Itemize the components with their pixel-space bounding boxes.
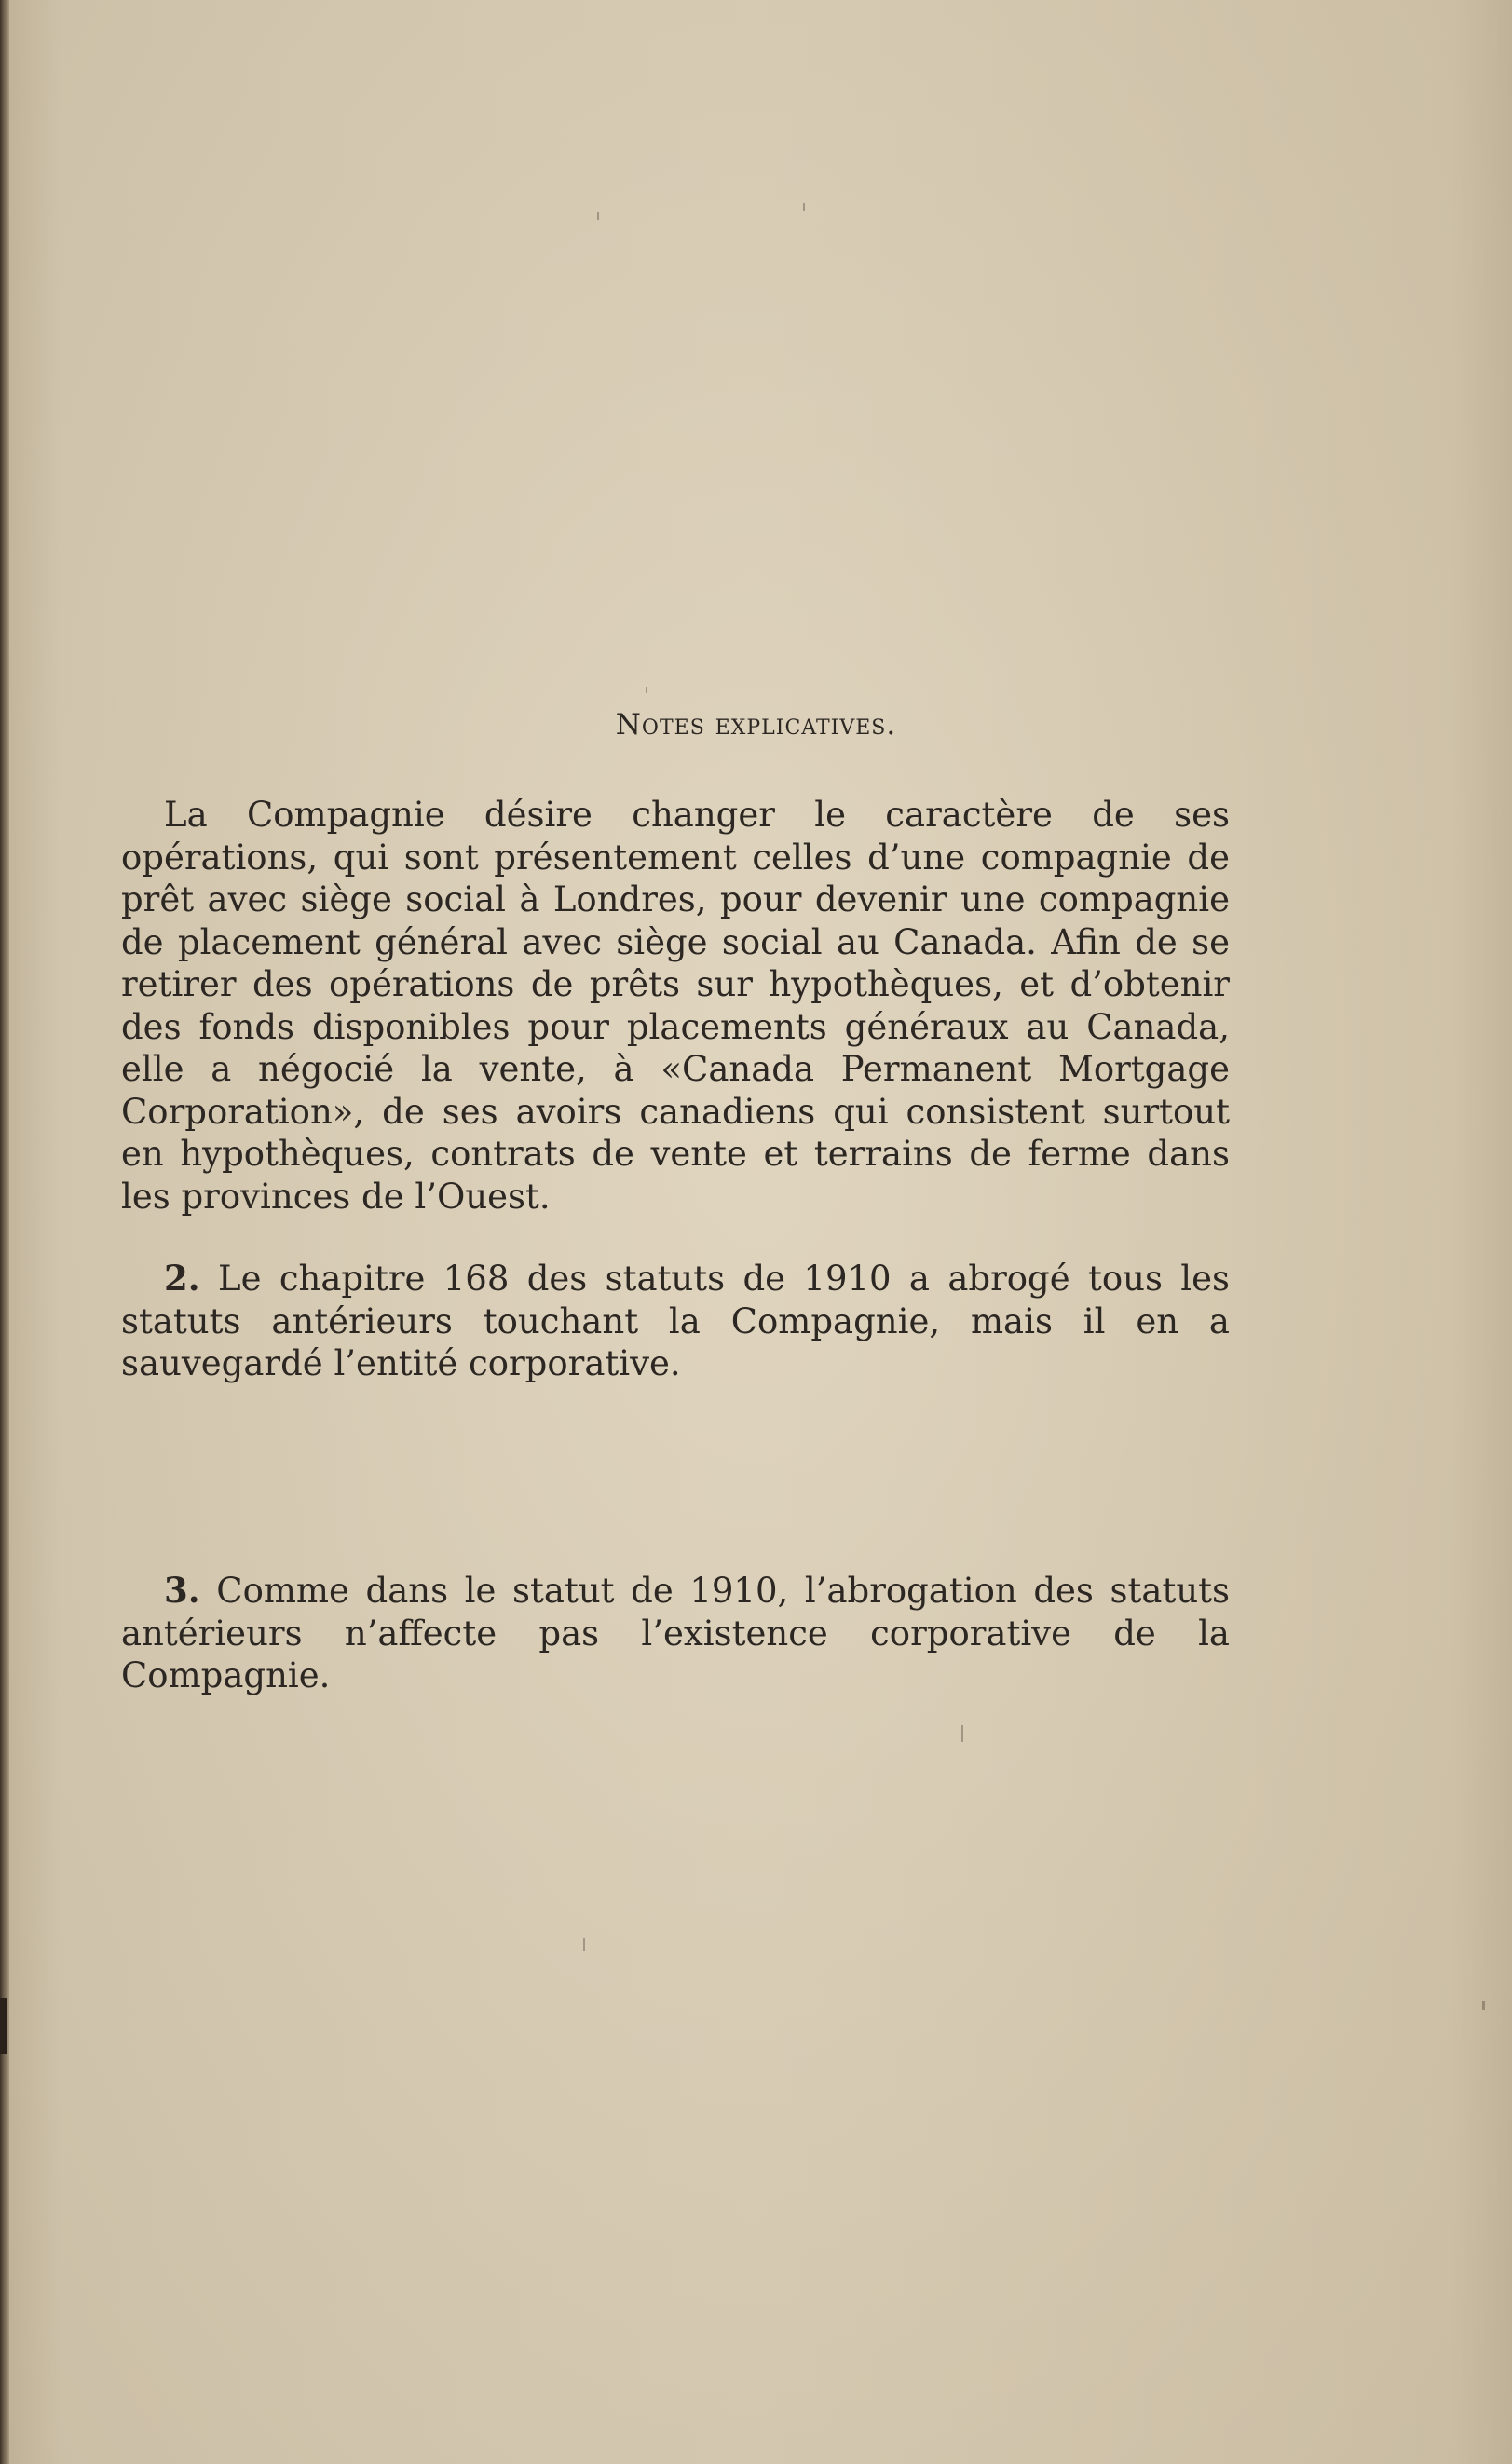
binding-mark: [0, 1998, 7, 2054]
paragraph-1-text: La Compagnie désire changer le caractère de ses opérations, qui sont présentement celles d’une compagnie de prêt avec siège social à Londres, pour devenir une compagnie de placement général avec siège social au Canada. Afin de se retirer des opérations de prêts sur hypothèques, et d’obtenir des fonds disponibles pour placements généraux au Canada, elle a négocié la vente, à «Canada Permanent Mortgage Corporation», de ses avoirs canadiens qui consistent surtout en hypothèques, contrats de vente et terrains de ferme dans les provinces de l’Ouest.: [121, 795, 1230, 1217]
paragraph-3: [121, 1570, 1230, 1697]
paragraph-2-text: Le chapitre 168 des statuts de 1910 a abrogé tous les statuts antérieurs touchant la Compagnie, mais il en a sauvegardé l’entité corporative.: [121, 1259, 1231, 1383]
page-binding-edge: [0, 0, 9, 2464]
paragraph-2-number: 2.: [164, 1258, 200, 1299]
paper-speck: [803, 203, 805, 211]
paper-speck: [646, 687, 647, 693]
paragraph-1: [121, 794, 1230, 1218]
paper-speck: [583, 1938, 585, 1951]
paragraph-3-text: Comme dans le statut de 1910, l’abrogation des statuts antérieurs n’affecte pas l’existence corporative de la Compagnie.: [121, 1571, 1230, 1695]
paragraph-2: [121, 1258, 1230, 1385]
page-heading: Notes explicatives.: [615, 708, 897, 742]
paper-speck: [1482, 2001, 1485, 2010]
paragraph-3-number: 3.: [164, 1570, 200, 1611]
paper-speck: [961, 1725, 963, 1742]
paper-speck: [597, 212, 599, 220]
